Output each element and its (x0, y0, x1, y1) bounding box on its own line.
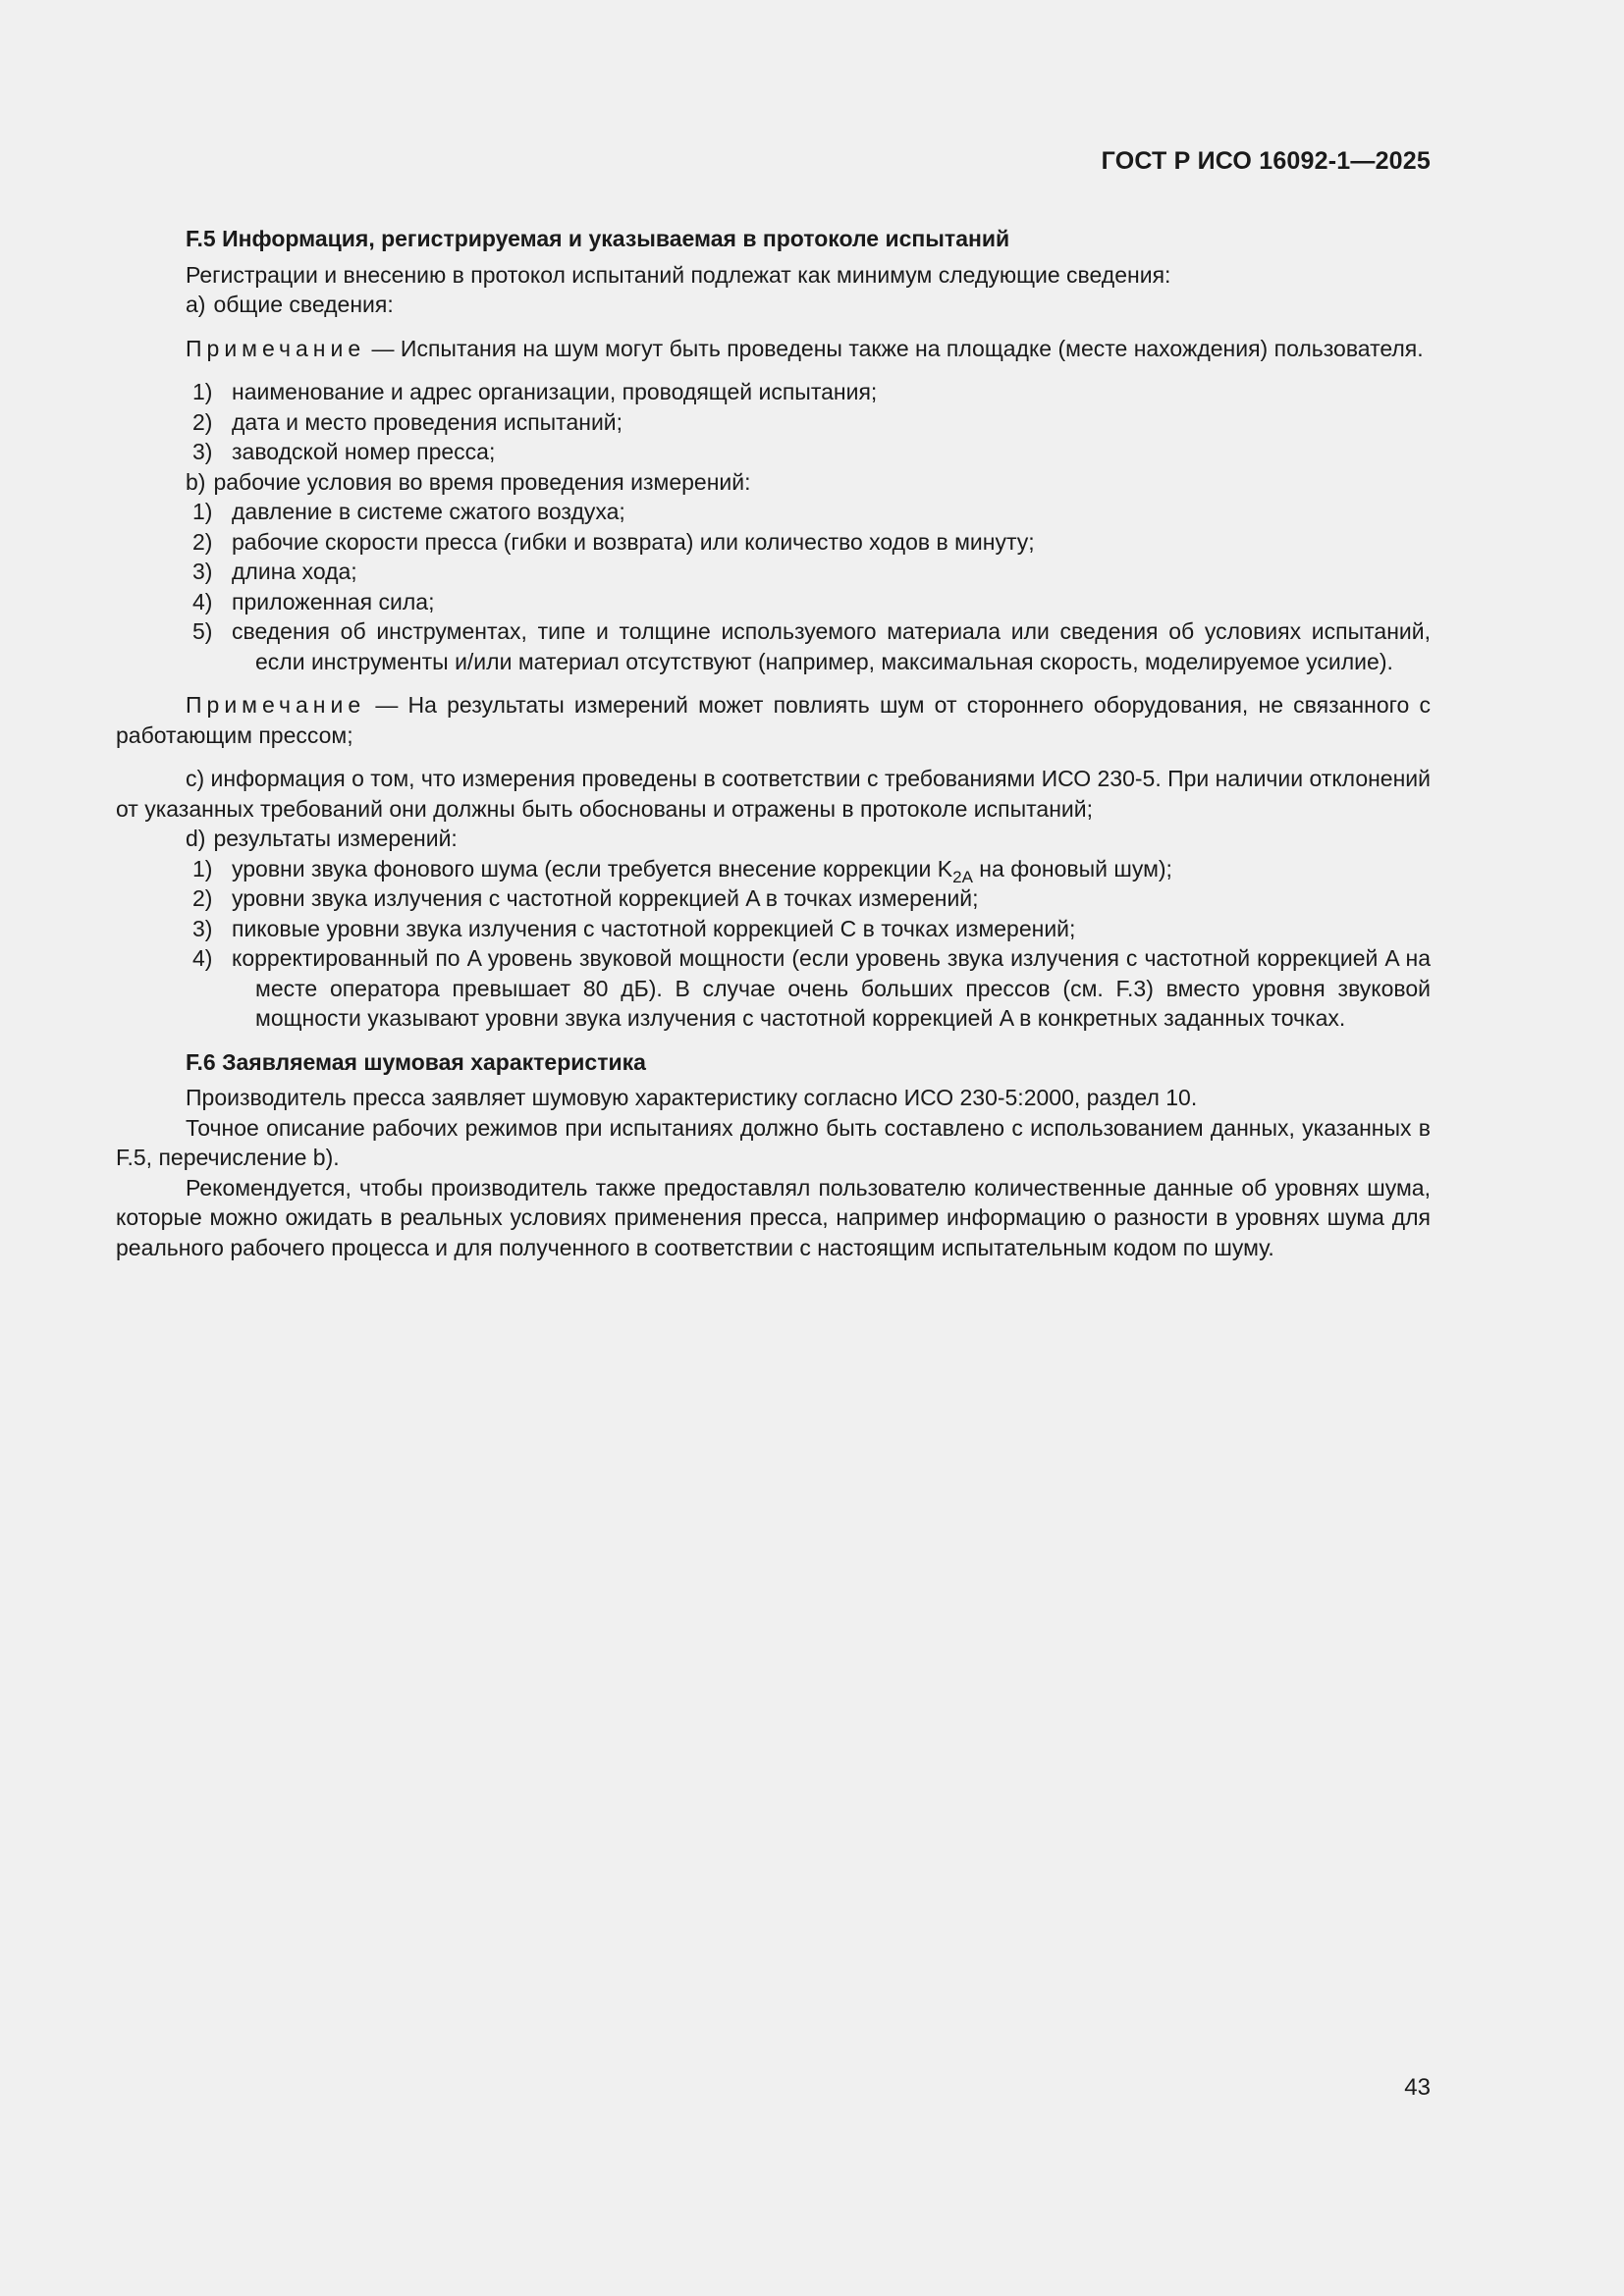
list-item-b2: 2) рабочие скорости пресса (гибки и возврата) или количество ходов в минуту; (192, 528, 1035, 555)
paragraph-f6-1: Производитель пресса заявляет шумовую характеристику согласно ИСО 230-5:2000, раздел 10. (186, 1085, 1198, 1110)
list-item-d3: 3) пиковые уровни звука излучения с частотной коррекцией C в точках измерений; (192, 915, 1076, 941)
list-item-b3: 3) длина хода; (192, 559, 357, 584)
list-item-a (116, 290, 1431, 320)
list-item-a2: 2) дата и место проведения испытаний; (192, 408, 623, 435)
list-item-d2: 2) уровни звука излучения с частотной коррекцией A в точках измерений; (192, 885, 979, 911)
list-item-a3: 3) заводской номер пресса; (192, 439, 496, 464)
note-1 (116, 334, 1431, 364)
list-item-b5: 5) сведения об инструментах, типе и толщине используемого материала или сведения об условиях испытаний, если инструменты и/или материал отсутствуют (например, максимальная скорость, моделируемое усилие). (192, 618, 1431, 674)
list-item-text: результаты измерений: (213, 826, 458, 851)
subscript-2a: 2A (952, 867, 973, 886)
list-item-text: рабочие условия во время проведения измерений: (213, 468, 751, 495)
list-item-text: заводской номер пресса; (232, 439, 496, 464)
list-item-d4: 4) корректированный по A уровень звуковой мощности (если уровень звука излучения с частотной коррекцией A на месте оператора превышает 80 дБ). В случае очень больших прессов (см. F.3) вместо уровня звуковой мощности указывают уровни звука излучения с частотной коррекцией A в конкретных заданных точках. (192, 945, 1431, 1031)
list-item-b1: 1) давление в системе сжатого воздуха; (192, 499, 625, 524)
note-text: — Испытания на шум могут быть проведены также на площадке (месте нахождения) пользователя. (365, 335, 1424, 361)
section-heading-f6: F.6 Заявляемая шумовая характеристика (186, 1048, 646, 1075)
list-item-text: наименование и адрес организации, проводящей испытания; (232, 379, 878, 404)
list-item-d1: 1) уровни звука фонового шума (если требуется внесение коррекции $K_{2A}$ на фоновый шум); (192, 855, 1172, 886)
paragraph-f6-3: Рекомендуется, чтобы производитель также предоставлял пользователю количественные данные об уровнях шума, которые можно ожидать в реальных условиях применения пресса, например информацию о разности в уровнях шума для реального рабочего процесса и для полученного в соответствии с настоящим испытательным кодом по шуму. (116, 1174, 1431, 1260)
list-item-text-tail: на фоновый шум); (972, 855, 1172, 881)
document-header-id: ГОСТ Р ИСО 16092-1—2025 (1101, 147, 1431, 175)
list-marker: b) (186, 468, 206, 495)
list-marker: a) (186, 292, 206, 317)
note-text: — На результаты измерений может повлиять шум от стороннего оборудования, не связанного с работающим прессом; (116, 692, 1431, 748)
list-item-text: уровни звука излучения с частотной коррекцией A в точках измерений; (232, 885, 979, 911)
list-marker: d) (186, 826, 206, 851)
list-item-b (116, 467, 1431, 498)
list-item-a1: 1) наименование и адрес организации, проводящей испытания; (192, 379, 878, 404)
list-item-text: длина хода; (232, 559, 357, 584)
note-2 (116, 690, 1431, 750)
list-item-text: пиковые уровни звука излучения с частотной коррекцией C в точках измерений; (232, 915, 1076, 941)
note-label: Примечание (186, 692, 366, 718)
section-heading-f5: F.5 Информация, регистрируемая и указываемая в протоколе испытаний (186, 226, 1010, 251)
list-item-text: общие сведения: (213, 292, 394, 317)
list-item-text: давление в системе сжатого воздуха; (232, 499, 625, 524)
list-item-b4: 4) приложенная сила; (192, 588, 435, 614)
paragraph-intro: Регистрации и внесению в протокол испытаний подлежат как минимум следующие сведения: (186, 261, 1171, 288)
list-item-text: сведения об инструментах, типе и толщине используемого материала или сведения об условиях испытаний, если инструменты и/или материал отсутствуют (например, максимальная скорость, моделируемое усилие). (232, 618, 1431, 674)
list-item-text: рабочие скорости пресса (гибки и возврата) или количество ходов в минуту; (232, 528, 1035, 555)
list-item-text: приложенная сила; (232, 588, 435, 614)
list-item-text: корректированный по A уровень звуковой мощности (если уровень звука излучения с частотной коррекцией A на месте оператора превышает 80 дБ). В случае очень больших прессов (см. F.3) вместо уровня звуковой мощности указывают уровни звука излучения с частотной коррекцией A в конкретных заданных точках. (232, 945, 1431, 1031)
list-item-c: c) информация о том, что измерения проведены в соответствии с требованиями ИСО 230-5. При наличии отклонений от указанных требований они должны быть обоснованы и отражены в протоколе испытаний; (116, 766, 1431, 822)
list-item-text: дата и место проведения испытаний; (232, 408, 623, 435)
list-item-text: уровни звука фонового шума (если требуется внесение коррекции K (232, 855, 953, 881)
paragraph-f6-2: Точное описание рабочих режимов при испытаниях должно быть составлено с использованием данных, указанных в F.5, перечисление b). (116, 1114, 1431, 1170)
document-body (116, 224, 1431, 1262)
note-label: Примечание (186, 335, 366, 361)
page-number: 43 (1404, 2074, 1431, 2101)
list-item-d (116, 824, 1431, 854)
